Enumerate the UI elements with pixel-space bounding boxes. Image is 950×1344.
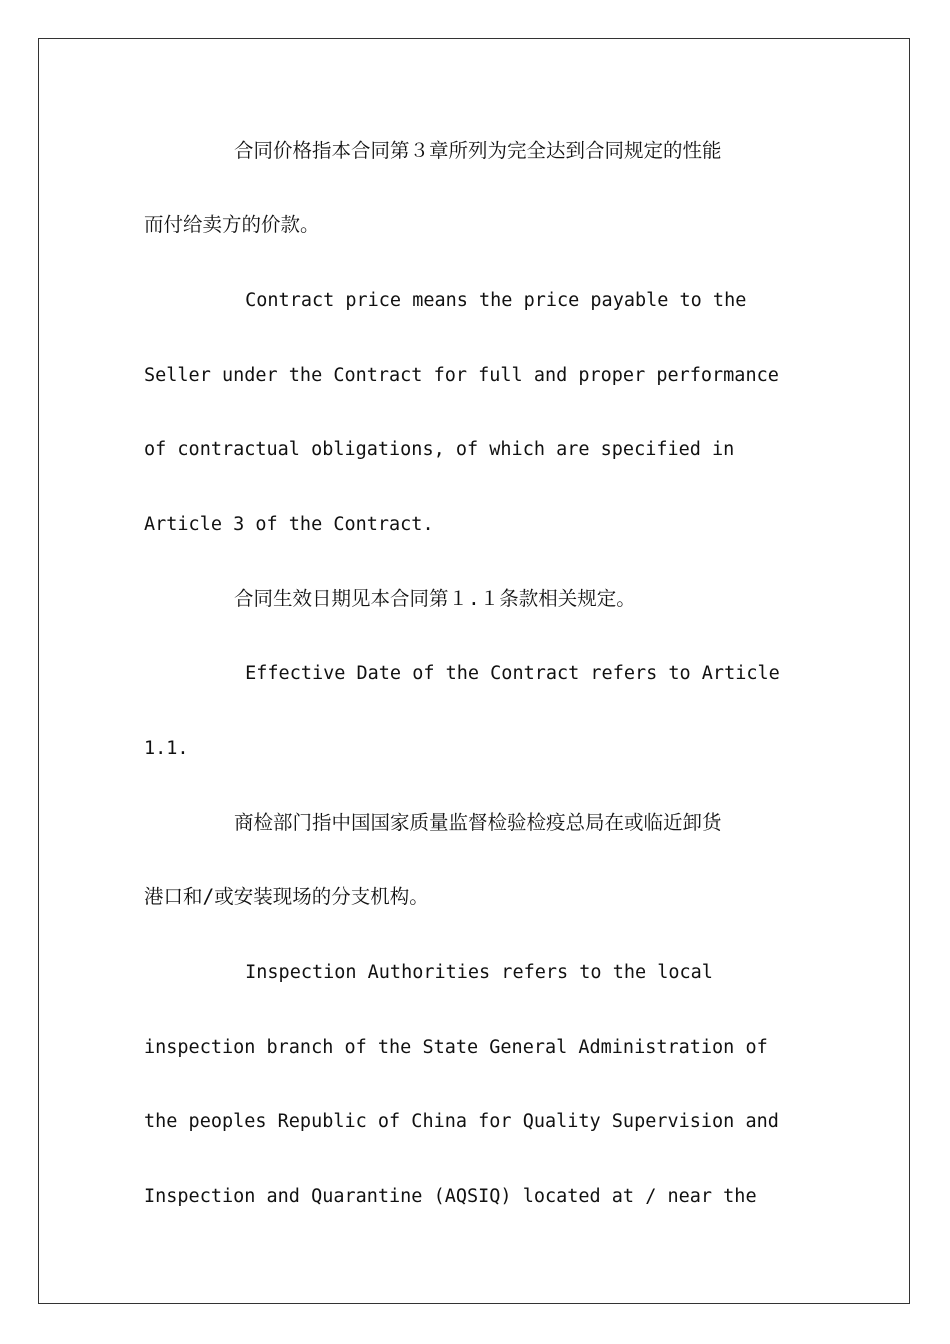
text-line: Inspection and Quarantine (AQSIQ) located at / near the — [144, 1186, 757, 1207]
text-line: 合同价格指本合同第３章所列为完全达到合同规定的性能 — [234, 139, 722, 162]
text-line: 1.1. — [144, 738, 189, 759]
text-line: Contract price means the price payable to the — [234, 290, 747, 311]
text-line: 而付给卖方的价款。 — [144, 213, 320, 236]
text-line: 商检部门指中国国家质量监督检验检疫总局在或临近卸货 — [234, 811, 722, 834]
text-line: Effective Date of the Contract refers to Article — [234, 663, 780, 684]
text-line: Inspection Authorities refers to the local — [234, 962, 713, 983]
text-line: Seller under the Contract for full and proper performance — [144, 365, 779, 386]
text-line: of contractual obligations, of which are specified in — [144, 439, 735, 460]
text-line: the peoples Republic of China for Quality Supervision and — [144, 1111, 779, 1132]
text-line: 合同生效日期见本合同第１.１条款相关规定。 — [234, 587, 636, 610]
text-line: inspection branch of the State General Administration of — [144, 1037, 768, 1058]
text-line: 港口和/或安装现场的分支机构。 — [144, 885, 429, 908]
text-line: Article 3 of the Contract. — [144, 514, 434, 535]
